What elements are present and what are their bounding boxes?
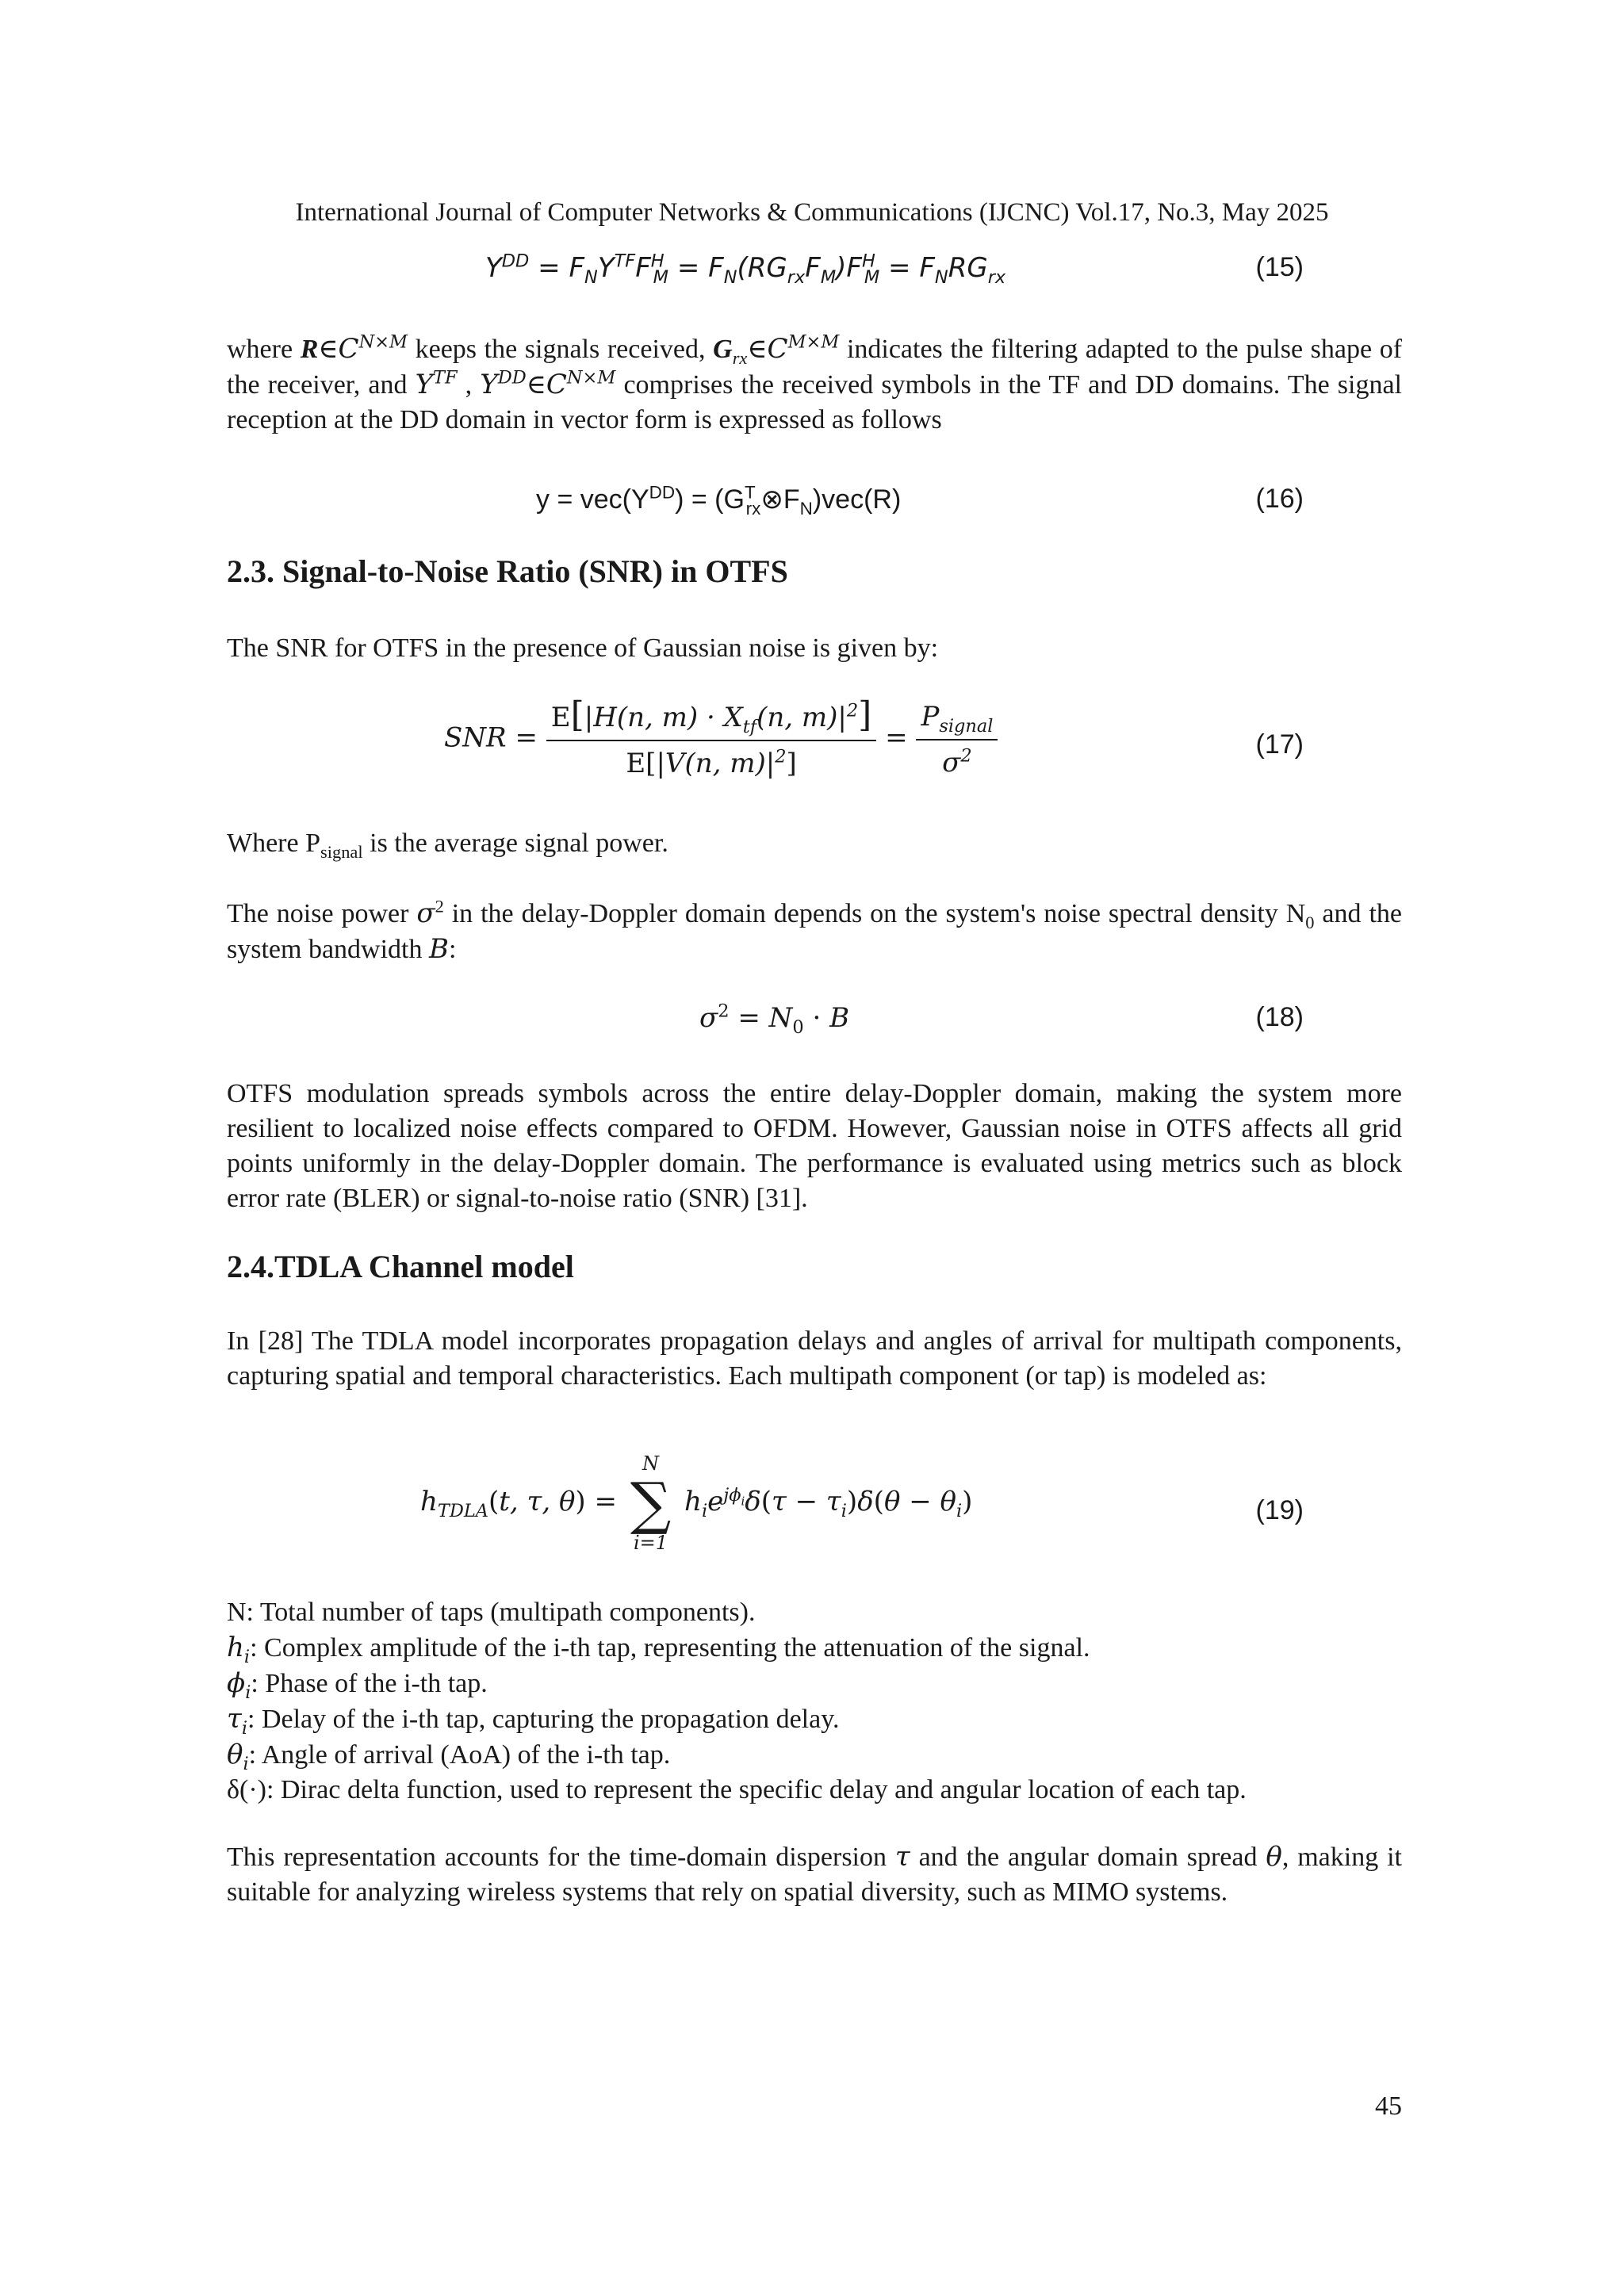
equation-17: SNR = $\frac{E[|H(n, m) \cdot X_{tf}(n, m)|^2]}{E[|V(n, m)|^2]}$ = $\frac{P_{signal}}{\sigma^2}$ (444, 698, 998, 781)
summation-operator: N ∑ i=1 (630, 1452, 672, 1554)
journal-header: International Journal of Computer Networks & Communications (IJCNC) Vol.17, No.3, May 2025 (295, 198, 1329, 227)
definition-n: N: Total number of taps (multipath components). (227, 1598, 756, 1627)
section-heading-2-4: 2.4.TDLA Channel model (227, 1249, 574, 1284)
page-number: 45 (1375, 2091, 1402, 2121)
equation-19: $h_{TDLA}(t$, τ, θ) = N ∑ i=1 $h_ie^{j\phi_i}\delta(\tau - \tau_i)\delta(\theta - \theta_i)$ (420, 1452, 973, 1554)
tdla-paragraph: In [28] The TDLA model incorporates propagation delays and angles of arrival for multipath components, capturing spatial and temporal characteristics. Each multipath component (or tap) is modeled as: (227, 1326, 1402, 1391)
snr-fraction: $\frac{E[|H(n, m) \cdot X_{tf}(n, m)|^2]}{E[|V(n, m)|^2]}$ (546, 698, 877, 781)
definition-delta: δ(·): Dirac delta function, used to represent the specific delay and angular location of each tap. (227, 1775, 1247, 1804)
definition-h: $h_i$: Complex amplitude of the i-th tap, representing the attenuation of the signal. (227, 1632, 1090, 1667)
power-fraction: $\frac{P_{signal}}{\sigma^2}$ (916, 699, 998, 780)
definition-theta: $\theta_i$: Angle of arrival (AoA) of the i-th tap. (227, 1739, 671, 1774)
otfs-paragraph: OTFS modulation spreads symbols across the entire delay-Doppler domain, making the system more resilient to localized noise effects compared to OFDM. However, Gaussian noise in OTFS affects all grid points uniformly in the delay-Doppler domain. The performance is evaluated using metrics such as block error rate (BLER) or signal-to-noise ratio (SNR) [31]. (227, 1079, 1402, 1213)
equation-17-number: (17) (1255, 729, 1304, 760)
section-heading-2-3: 2.3. Signal-to-Noise Ratio (SNR) in OTFS (227, 553, 788, 589)
equation-18: $\sigma^2 = N_0 \cdot B$ (699, 1001, 850, 1038)
definition-tau: $\tau_i$: Delay of the i-th tap, capturing the propagation delay. (227, 1703, 840, 1739)
noise-power-paragraph: The noise power $\sigma^2$ in the delay-Doppler domain depends on the system's noise spectral density $N_0$ and the system bandwidth B: (227, 896, 1402, 965)
snr-intro: The SNR for OTFS in the presence of Gaussian noise is given by: (227, 633, 939, 663)
equation-15-number: (15) (1255, 252, 1304, 282)
definition-phi: $\phi_i$: Phase of the i-th tap. (227, 1667, 488, 1703)
psignal-sentence: Where $P_{signal}$ is the average signal power. (227, 828, 668, 862)
equation-15: $Y^{DD} = F_NY^{TF}F^H_M = F_N(RG_{rx}F_M)F^H_M = F_NRG_{rx}$ (485, 251, 1006, 288)
equation-19-number: (19) (1255, 1495, 1304, 1525)
definitions-list (227, 1595, 1402, 1808)
where-paragraph: where $R\in C^{N\times M}$ keeps the signals received, $G_{rx}\in C^{M\times M}$ indicates the filtering adapted to the pulse shape of the receiver, and $Y^{TF}$ , $Y^{DD}\in C^{N\times M}$ comprises the received symbols in the TF and DD domains. The signal reception at the DD domain in vector form is expressed as follows (227, 331, 1403, 434)
representation-paragraph: This representation accounts for the time-domain dispersion τ and the angular domain spread θ, making it suitable for analyzing wireless systems that rely on spatial diversity, such as MIMO systems. (227, 1841, 1402, 1907)
equation-16: $y = vec(Y^{DD})$ = $(G^T_{rx}\otimes F_N)vec(R)$ (536, 482, 902, 519)
equation-16-number: (16) (1255, 484, 1304, 514)
equation-18-number: (18) (1255, 1002, 1304, 1032)
